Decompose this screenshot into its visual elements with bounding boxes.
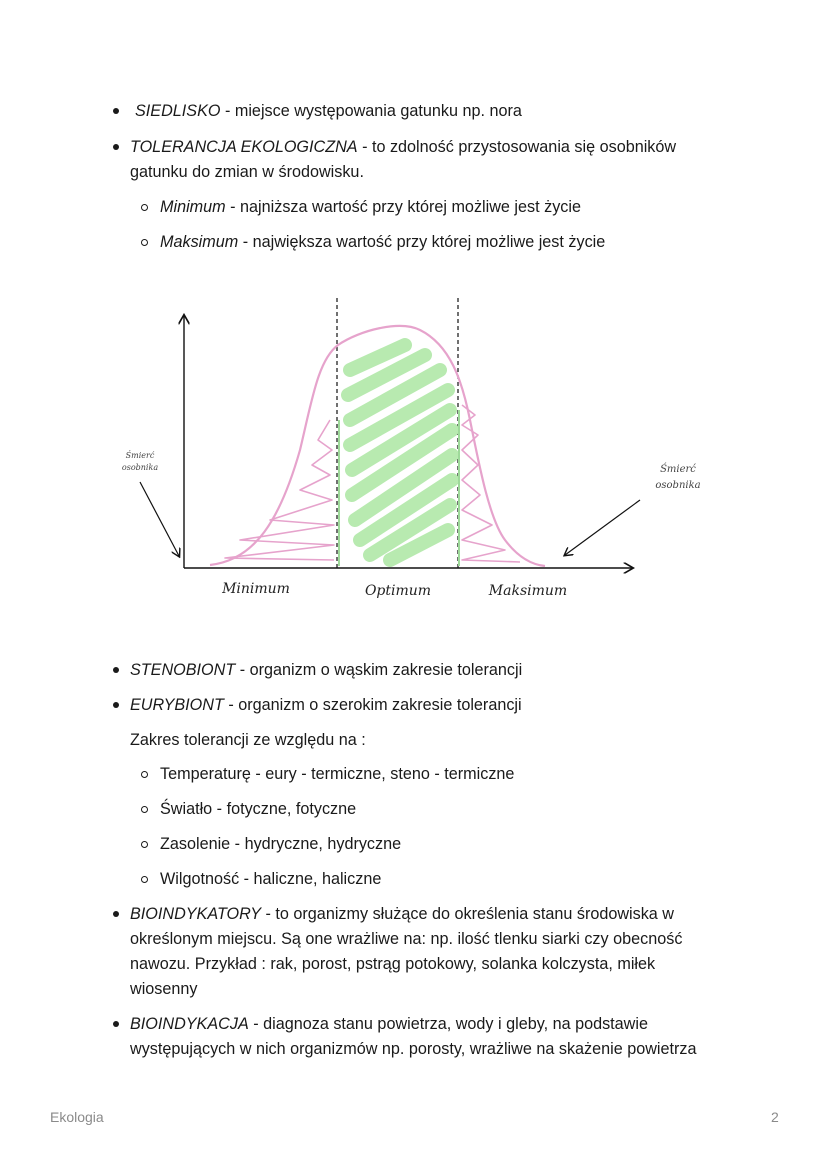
bullet-icon	[113, 667, 119, 673]
sub-item-humidity: Wilgotność - haliczne, haliczne	[0, 867, 740, 892]
list-item-eurybiont: EURYBIONT - organizm o szerokim zakresie tolerancji	[0, 693, 730, 718]
bullet-icon	[113, 144, 119, 150]
axis-label-minimum: Minimum	[222, 581, 290, 597]
axis-label-optimum: Optimum	[364, 583, 432, 599]
bullet-icon	[113, 1021, 119, 1027]
circle-bullet-icon	[141, 806, 148, 813]
bullet-icon	[113, 108, 119, 114]
circle-bullet-icon	[141, 841, 148, 848]
sub-item-temperature: Temperaturę - eury - termiczne, steno - termiczne	[0, 762, 740, 787]
list-item-bioindykatory: BIOINDYKATORY - to organizmy służące do określenia stanu środowiska w określonym miejscu. Są one wrażliwe na: np. ilość tlenku siarki czy obecność nawozu. Przykład : rak, porost, pstrąg potokowy, solanka kolczysta, miłek wiosenny	[0, 902, 730, 1002]
biont-list	[0, 658, 828, 718]
right-death-label-line2: osobnika	[655, 480, 701, 491]
right-death-arrow	[565, 500, 640, 555]
bioindicators-list	[0, 902, 828, 1062]
definitions-list-top	[0, 99, 828, 124]
tolerance-sub-list	[0, 195, 828, 255]
list-item-bioindykacja: BIOINDYKACJA - diagnoza stanu powietrza, wody i gleby, na podstawie występujących w nich organizmów np. porosty, wrażliwe na skażenie powietrza	[0, 1012, 730, 1062]
circle-bullet-icon	[141, 876, 148, 883]
bullet-icon	[113, 911, 119, 917]
axis-label-maksimum: Maksimum	[488, 583, 568, 599]
sub-item-maksimum: Maksimum - największa wartość przy której możliwe jest życie	[0, 230, 740, 255]
right-death-label-line1: Śmierć	[660, 464, 696, 475]
sub-item-minimum: Minimum - najniższa wartość przy której możliwe jest życie	[0, 195, 740, 220]
list-item-siedlisko: SIEDLISKO - miejsce występowania gatunku np. nora	[0, 99, 730, 124]
footer-title: Ekologia	[50, 1109, 104, 1125]
optimum-fill	[348, 345, 452, 560]
range-sub-list	[0, 762, 828, 892]
term: TOLERANCJA EKOLOGICZNA	[130, 138, 358, 156]
tolerance-diagram	[0, 290, 828, 650]
definitions-list-tolerance	[0, 135, 828, 185]
list-item-stenobiont: STENOBIONT - organizm o wąskim zakresie tolerancji	[0, 658, 730, 683]
sub-item-salinity: Zasolenie - hydryczne, hydryczne	[0, 832, 740, 857]
left-death-label-line2: osobnika	[121, 463, 159, 472]
circle-bullet-icon	[141, 771, 148, 778]
left-death-label-line1: Śmierć	[125, 451, 155, 460]
circle-bullet-icon	[141, 239, 148, 246]
left-death-arrow	[140, 482, 179, 556]
sub-item-light: Światło - fotyczne, fotyczne	[0, 797, 740, 822]
bullet-icon	[113, 702, 119, 708]
circle-bullet-icon	[141, 204, 148, 211]
minimum-zone-scribble	[225, 420, 334, 560]
range-intro: Zakres tolerancji ze względu na :	[130, 731, 366, 749]
term: SIEDLISKO	[135, 102, 221, 120]
page-number: 2	[771, 1109, 779, 1125]
list-item-tolerancja: TOLERANCJA EKOLOGICZNA - to zdolność przystosowania się osobników gatunku do zmian w środowisku.	[0, 135, 730, 185]
